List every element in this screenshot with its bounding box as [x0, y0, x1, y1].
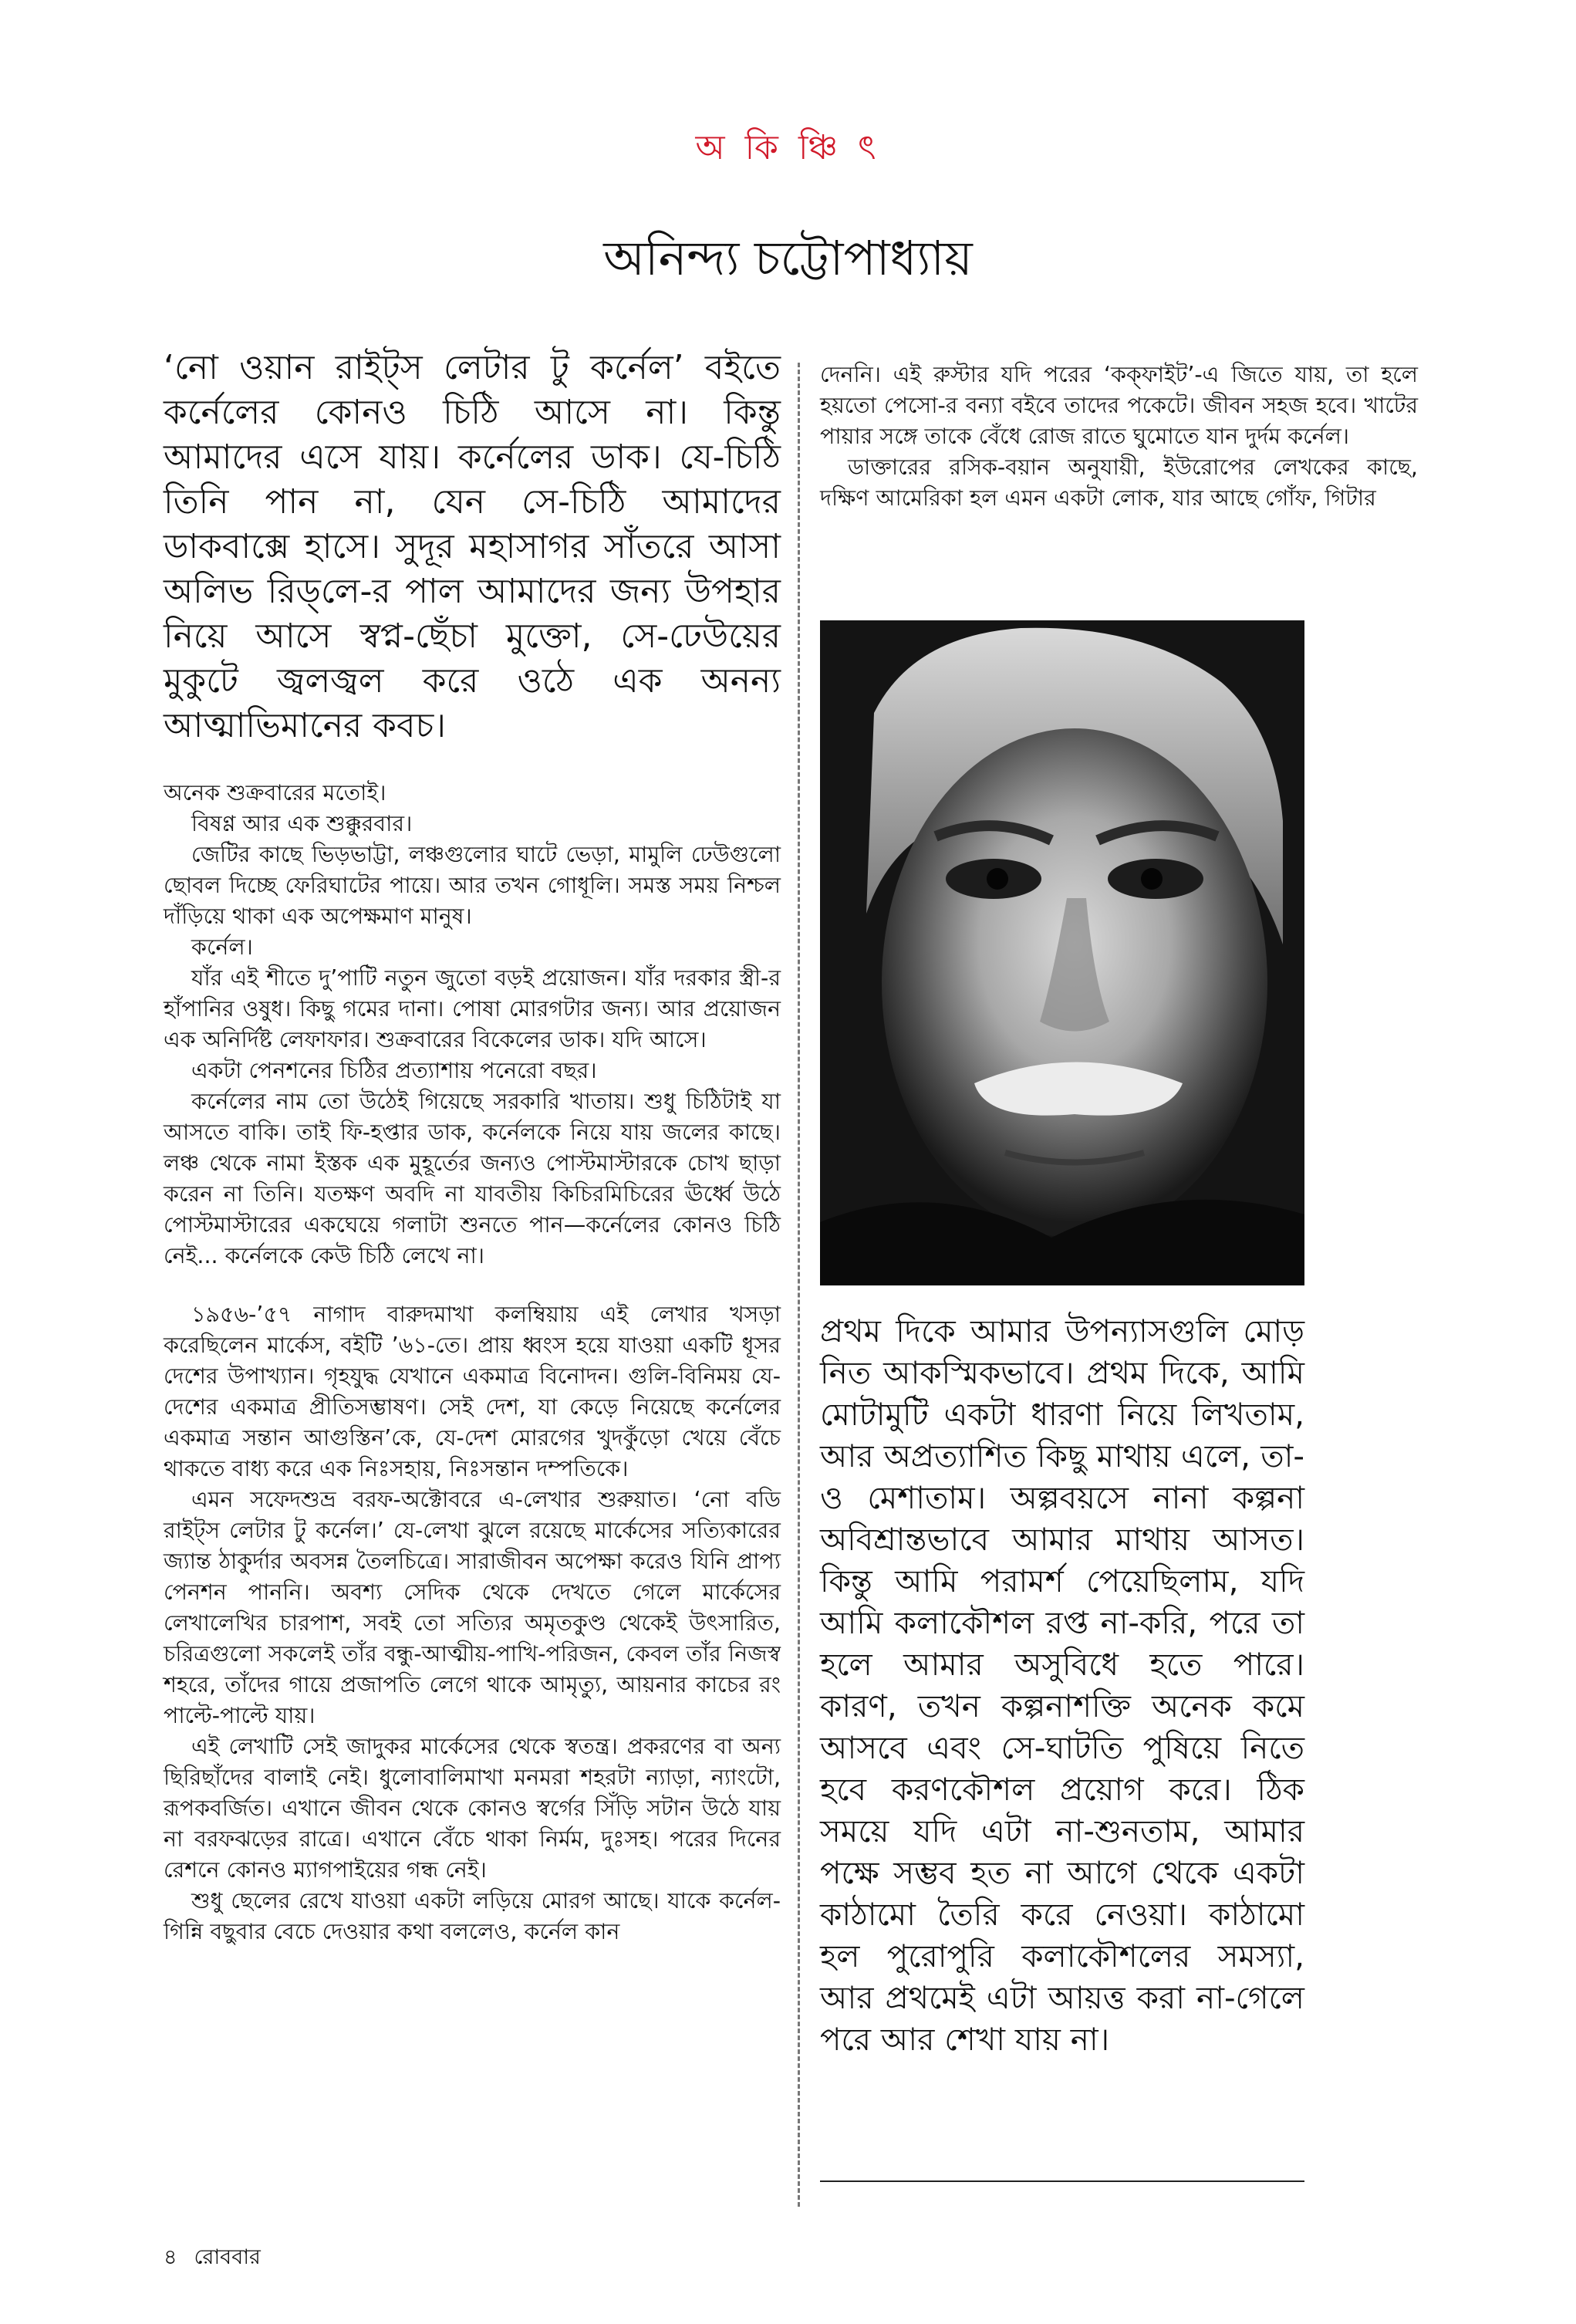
portrait-image — [820, 620, 1304, 1285]
body-paragraph: অনেক শুক্রবারের মতোই। — [164, 780, 386, 806]
column-divider — [798, 363, 800, 2207]
body-paragraph: এমন সফেদশুভ্র বরফ-অক্টোবরে এ-লেখার শুরুয়াত। ‘নো বডি রাইট্‌স লেটার টু কর্নেল।’ যে-লেখা ঝুলে রয়েছে মার্কেসের সত্যিকারের জ্যান্ত ঠাকুর্দার অবসন্ন তৈলচিত্রে। সারাজীবন অপেক্ষা করেও যিনি প্রাপ্য পেনশন পাননি। অবশ্য সেদিক থেকে দেখতে গেলে মার্কেসের লেখালেখির চারপাশ, সবই তো সত্যির অমৃতকুণ্ড থেকেই উৎসারিত, চরিত্রগুলো সকলেই তাঁর বন্ধু-আত্মীয়-পাখি-পরিজন, কেবল তাঁর নিজস্ব শহরে, তাঁদের গায়ে প্রজাপতি লেগে থাকে আমৃত্যু, আয়নার কাচের রং পাল্টে-পাল্টে যায়। — [164, 1487, 781, 1728]
body-paragraph: শুধু ছেলের রেখে যাওয়া একটা লড়িয়ে মোরগ আছে। যাকে কর্নেল-গিন্নি বছুবার বেচে দেওয়ার কথা বললেও, কর্নেল কান — [164, 1888, 781, 1944]
body-paragraph: একটা পেনশনের চিঠির প্রত্যাশায় পনেরো বছর। — [191, 1058, 597, 1083]
body-paragraph: যাঁর এই শীতে দু’পাটি নতুন জুতো বড়ই প্রয়োজন। যাঁর দরকার স্ত্রী-র হাঁপানির ওষুধ। কিছু গমের দানা। পোষা মোরগটার জন্য। আর প্রয়োজন এক অনির্দিষ্ট লেফাফার। শুক্রবারের বিকেলের ডাক। যদি আসে। — [164, 965, 781, 1052]
page-number: ৪ — [164, 2245, 177, 2269]
section-label: অ কি ঞ্চি ৎ — [695, 128, 881, 167]
paragraph-gap — [164, 1272, 781, 1299]
page-footer — [164, 2241, 278, 2276]
body-paragraph: এই লেখাটি সেই জাদুকর মার্কেসের থেকে স্বতন্ত্র। প্রকরণের বা অন্য ছিরিছাঁদের বালাই নেই। ধুলোবালিমাখা মনমরা শহরটা ন্যাড়া, ন্যাংটো, রূপকবর্জিত। এখানে জীবন থেকে কোনও স্বর্গের সিঁড়ি সটান উঠে যায় না বরফঝড়ের রাত্রে। এখানে বেঁচে থাকা নির্মম, দুঃসহ। পরের দিনের রেশনে কোনও ম্যাগপাইয়ের গন্ধ নেই। — [164, 1734, 781, 1883]
body-paragraph: ১৯৫৬-’৫৭ নাগাদ বারুদমাখা কলম্বিয়ায় এই লেখার খসড়া করেছিলেন মার্কেস, বইটি ’৬১-তে। প্রায় ধ্বংস হয়ে যাওয়া একটি ধূসর দেশের উপাখ্যান। গৃহযুদ্ধ যেখানে একমাত্র বিনোদন। গুলি-বিনিময় যে-দেশের একমাত্র প্রীতিসম্ভাষণ। সেই দেশ, যা কেড়ে নিয়েছে কর্নেলের একমাত্র সন্তান আগুস্তিন’কে, যে-দেশ মোরগের খুদকুঁড়ো খেয়ে বেঁচে থাকতে বাধ্য করে এক নিঃসহায়, নিঃসন্তান দম্পতিকে। — [164, 1302, 781, 1481]
quote-rule — [820, 2180, 1304, 2182]
magazine-name: রোববার — [194, 2245, 261, 2269]
body-paragraph: কর্নেল। — [191, 934, 253, 960]
body-paragraph: ডাক্তারের রসিক-বয়ান অনুযায়ী, ইউরোপের লেখকের কাছে, দক্ষিণ আমেরিকা হল এমন একটা লোক, যার আছে গোঁফ, গিটার — [820, 454, 1418, 511]
intro-paragraph: ‘নো ওয়ান রাইট্‌স লেটার টু কর্নেল’ বইতে কর্নেলের কোনও চিঠি আসে না। কিন্তু আমাদের এসে যায়। কর্নেলের ডাক। যে-চিঠি তিনি পান না, যেন সে-চিঠি আমাদের ডাকবাক্সে হাসে। সুদূর মহাসাগর সাঁতরে আসা অলিভ রিড্‌লে-র পাল আমাদের জন্য উপহার নিয়ে আসে স্বপ্ন-ছেঁচা মুক্তো, সে-ঢেউয়ের মুকুটে জ্বলজ্বল করে ওঠে এক অনন্য আত্মাভিমানের কবচ। — [164, 348, 781, 745]
body-paragraph: দেননি। এই রুস্টার যদি পরের ‘কক্‌ফাইট’-এ জিতে যায়, তা হলে হয়তো পেসো-র বন্যা বইবে তাদের পকেটে। জীবন সহজ হবে। খাটের পায়ার সঙ্গে তাকে বেঁধে রোজ রাতে ঘুমোতে যান দুর্দম কর্নেল। — [820, 362, 1419, 449]
body-paragraph: কর্নেলের নাম তো উঠেই গিয়েছে সরকারি খাতায়। শুধু চিঠিটাই যা আসতে বাকি। তাই ফি-হপ্তার ডাক, কর্নেলকে নিয়ে যায় জলের কাছে। লঞ্চ থেকে নামা ইস্তক এক মুহূর্তের জন্যও পোস্টমাস্টারকে চোখ ছাড়া করেন না তিনি। যতক্ষণ অবদি না যাবতীয় কিচিরমিচিরের ঊর্ধ্বে উঠে পোস্টমাস্টারের একঘেয়ে গলাটা শুনতে পান—কর্নেলের কোনও চিঠি নেই... কর্নেলকে কেউ চিঠি লেখে না। — [164, 1089, 781, 1268]
body-paragraph: বিষণ্ণ আর এক শুক্কুরবার। — [191, 811, 413, 836]
body-paragraph: জেটির কাছে ভিড়ভাট্টা, লঞ্চগুলোর ঘাটে ভেড়া, মামুলি ঢেউগুলো ছোবল দিচ্ছে ফেরিঘাটের পায়ে। আর তখন গোধূলি। সমস্ত সময় নিশ্চল দাঁড়িয়ে থাকা এক অপেক্ষমাণ মানুষ। — [164, 842, 781, 929]
right-column — [820, 360, 1418, 514]
pull-quote: প্রথম দিকে আমার উপন্যাসগুলি মোড় নিত আকস্মিকভাবে। প্রথম দিকে, আমি মোটামুটি একটা ধারণা নিয়ে লিখতাম, আর অপ্রত্যাশিত কিছু মাথায় এলে, তা-ও মেশাতাম। অল্পবয়সে নানা কল্পনা অবিশ্রান্তভাবে আমার মাথায় আসত। কিন্তু আমি পরামর্শ পেয়েছিলাম, যদি আমি কলাকৌশল রপ্ত না-করি, পরে তা হলে আমার অসুবিধে হতে পারে। কারণ, তখন কল্পনাশক্তি অনেক কমে আসবে এবং সে-ঘাটতি পুষিয়ে নিতে হবে করণকৌশল প্রয়োগ করে। ঠিক সময়ে যদি এটা না-শুনতাম, আমার পক্ষে সম্ভব হত না আগে থেকে একটা কাঠামো তৈরি করে নেওয়া। কাঠামো হল পুরোপুরি কলাকৌশলের সমস্যা, আর প্রথমেই এটা আয়ত্ত করা না-গেলে পরে আর শেখা যায় না। — [820, 1312, 1304, 2058]
left-column — [164, 346, 781, 1947]
author-portrait — [820, 620, 1304, 1285]
author-name: অনিন্দ্য চট্টোপাধ্যায় — [603, 230, 973, 286]
